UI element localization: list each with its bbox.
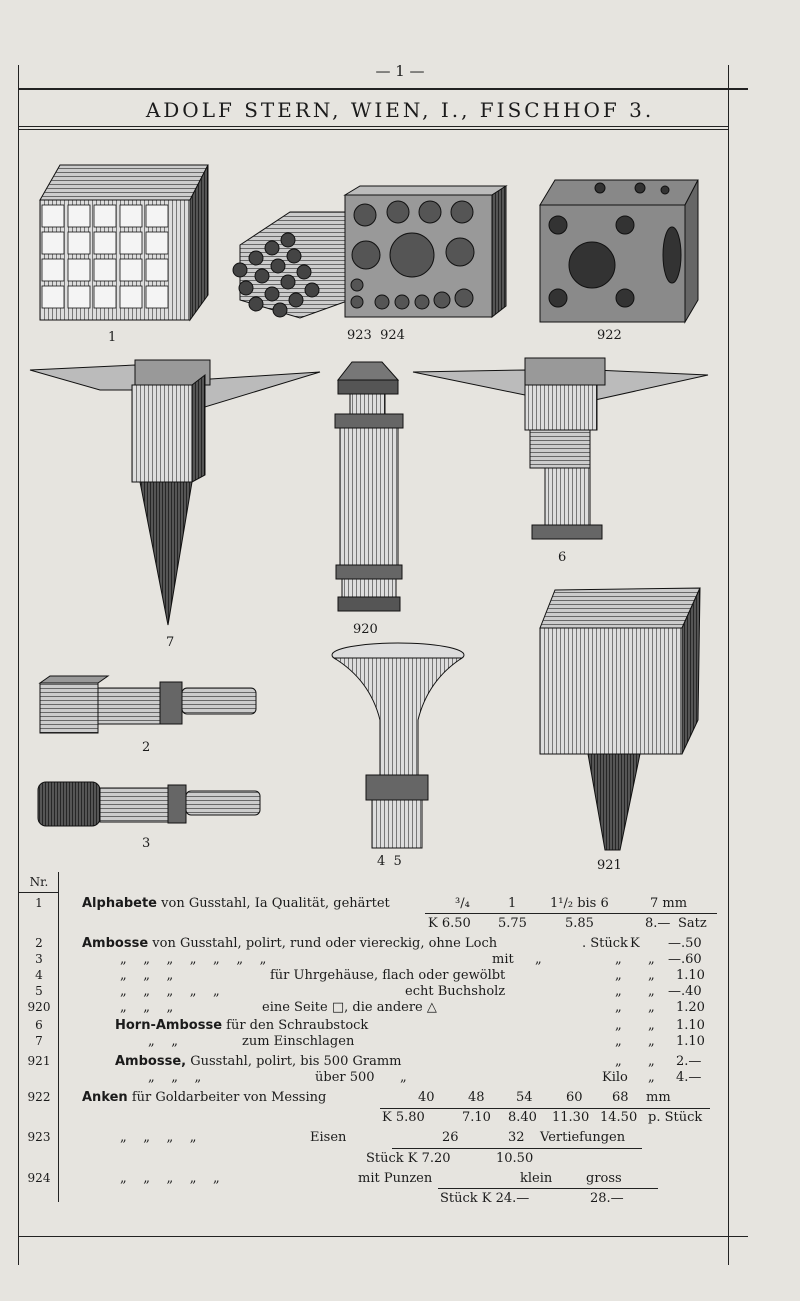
price-table	[20, 868, 720, 1208]
currency: „	[648, 1018, 655, 1033]
price-value: 4.—	[676, 1070, 702, 1085]
currency: „	[648, 984, 655, 999]
item-number: 923	[27, 1130, 51, 1144]
size-value: 60	[566, 1090, 583, 1105]
alphabet-punches-drawing	[40, 165, 208, 320]
table-row	[20, 1070, 720, 1088]
price-value: 1.10	[676, 1034, 705, 1049]
item-description	[82, 896, 390, 911]
price-value: 1.10	[676, 1018, 705, 1033]
item-description	[115, 1018, 368, 1033]
price-value: Stück K 24.—	[440, 1191, 530, 1206]
item-text: von Gusstahl, Ia Qualität, gehärtet	[157, 896, 390, 911]
item-number: 2	[35, 936, 43, 950]
currency: „	[648, 1034, 655, 1049]
item-text: für Uhrgehäuse, flach oder gewölbt	[270, 968, 506, 983]
size-value: 7 mm	[650, 896, 688, 911]
table-row	[20, 916, 720, 934]
item-number: 5	[35, 984, 43, 998]
size-value: gross	[586, 1171, 622, 1186]
item-text: für den Schraubstock	[222, 1018, 369, 1033]
price-value: K 6.50	[428, 916, 471, 931]
table-row	[20, 1171, 720, 1189]
size-value: 32	[508, 1130, 525, 1145]
size-value: 48	[468, 1090, 485, 1105]
figure-caption-6: 6	[558, 550, 567, 565]
item-name: Anken	[82, 1090, 128, 1105]
ditto-marks: „	[535, 952, 542, 967]
size-value: 26	[442, 1130, 459, 1145]
size-value: 1	[508, 896, 517, 911]
table-row	[20, 1191, 720, 1209]
dapping-block-drawing	[345, 186, 506, 317]
item-description	[115, 1054, 401, 1069]
figure-caption-2: 2	[142, 740, 151, 755]
item-name: Alphabete	[82, 896, 158, 911]
size-value: 1¹/₂ bis 6	[550, 896, 609, 911]
item-name: Horn-Ambosse	[115, 1018, 223, 1033]
price-value: 8.40	[508, 1110, 537, 1125]
ditto-marks: „ „ „ „ „	[120, 984, 220, 999]
item-name: Ambosse,	[115, 1054, 187, 1069]
unit: „	[615, 968, 622, 983]
item-number: 4	[35, 968, 43, 982]
ditto-marks: „ „ „	[120, 1000, 174, 1015]
size-value: klein	[520, 1171, 553, 1186]
item-text: mit	[492, 952, 514, 967]
item-description	[82, 936, 497, 951]
stake-2-drawing	[40, 676, 256, 733]
table-row	[20, 1034, 720, 1052]
price-value: 11.30	[552, 1110, 590, 1125]
cube-block-drawing	[540, 180, 698, 322]
ditto-marks: „ „ „ „ „ „ „	[120, 952, 267, 967]
unit: . Stück	[582, 936, 628, 951]
item-text: über 500	[315, 1070, 375, 1085]
unit: „	[615, 1018, 622, 1033]
item-number: 921	[27, 1054, 51, 1068]
item-text: echt Buchsholz	[405, 984, 506, 999]
punch-bundle-drawing	[233, 212, 350, 318]
item-name: Ambosse	[82, 936, 149, 951]
ditto-marks: „ „ „ „	[120, 1130, 197, 1145]
item-text: mit Punzen	[358, 1171, 433, 1186]
price-value: —.60	[668, 952, 702, 967]
price-value: 1.10	[676, 968, 705, 983]
figure-caption-1: 1	[108, 330, 117, 345]
currency: „	[648, 968, 655, 983]
price-value: —.40	[668, 984, 702, 999]
price-value: 8.—	[645, 916, 671, 931]
size-unit: mm	[646, 1090, 671, 1105]
item-text: zum Einschlagen	[242, 1034, 355, 1049]
price-value: 5.75	[498, 916, 527, 931]
price-value: 2.—	[676, 1054, 702, 1069]
item-number: 7	[35, 1034, 43, 1048]
table-row	[20, 1000, 720, 1018]
figure-caption-921: 921	[597, 858, 622, 873]
item-number: 924	[27, 1171, 51, 1185]
size-unit: Vertiefungen	[540, 1130, 626, 1145]
figure-caption-7: 7	[166, 635, 175, 650]
horn-anvil-spike-drawing	[30, 360, 320, 625]
item-description	[82, 1090, 326, 1105]
size-value: 40	[418, 1090, 435, 1105]
item-text: Gusstahl, polirt, bis 500 Gramm	[186, 1054, 402, 1069]
table-row	[20, 1090, 720, 1108]
price-unit: Satz	[678, 916, 707, 931]
price-value: K 5.80	[382, 1110, 425, 1125]
ditto-marks: „ „	[148, 1034, 178, 1049]
figure-caption-4-5: 4 5	[377, 854, 402, 869]
item-text: eine Seite □, die andere △	[262, 1000, 437, 1015]
unit: „	[615, 952, 622, 967]
column-header-nr: Nr.	[29, 875, 49, 889]
price-value: 10.50	[496, 1151, 534, 1166]
item-text: für Goldarbeiter von Messing	[127, 1090, 327, 1105]
currency: „	[648, 952, 655, 967]
page-number: — 1 —	[375, 62, 425, 80]
table-header	[20, 875, 720, 893]
size-value: 68	[612, 1090, 629, 1105]
mushroom-stake-drawing	[332, 643, 464, 848]
price-value: Stück K 7.20	[366, 1151, 451, 1166]
price-unit: p. Stück	[648, 1110, 703, 1125]
unit: „	[615, 1000, 622, 1015]
item-text: Eisen	[310, 1130, 347, 1145]
table-row	[20, 1110, 720, 1128]
currency: K	[630, 936, 640, 951]
table-row	[20, 1151, 720, 1169]
currency: „	[648, 1070, 655, 1085]
size-value: 54	[516, 1090, 533, 1105]
price-value: 7.10	[462, 1110, 491, 1125]
figure-caption-922: 922	[597, 328, 622, 343]
stake-920-drawing	[335, 362, 403, 611]
figure-caption-923-924: 923 924	[347, 328, 405, 343]
price-value: 5.85	[565, 916, 594, 931]
item-number: 1	[35, 896, 43, 910]
price-value: —.50	[668, 936, 702, 951]
ditto-marks: „	[400, 1070, 407, 1085]
unit: „	[615, 984, 622, 999]
ditto-marks: „ „ „	[120, 968, 174, 983]
price-value: 1.20	[676, 1000, 705, 1015]
item-number: 920	[27, 1000, 51, 1014]
unit: „	[615, 1054, 622, 1069]
stake-3-drawing	[38, 782, 260, 826]
page-title: ADOLF STERN, WIEN, I., FISCHHOF 3.	[145, 98, 655, 122]
currency: „	[648, 1000, 655, 1015]
unit: Kilo	[602, 1070, 628, 1085]
item-number: 3	[35, 952, 43, 966]
item-number: 922	[27, 1090, 51, 1104]
price-value: 14.50	[600, 1110, 638, 1125]
currency: „	[648, 1054, 655, 1069]
ditto-marks: „ „ „ „ „	[120, 1171, 220, 1186]
size-value: ³/₄	[455, 896, 470, 911]
ditto-marks: „ „ „	[148, 1070, 202, 1085]
figure-caption-920: 920	[353, 622, 378, 637]
horn-anvil-vise-drawing	[413, 358, 708, 539]
item-number: 6	[35, 1018, 43, 1032]
table-row	[20, 896, 720, 914]
item-text: von Gusstahl, polirt, rund oder viereckig, ohne Loch	[148, 936, 498, 951]
unit: „	[615, 1034, 622, 1049]
figure-caption-3: 3	[142, 836, 151, 851]
block-anvil-drawing	[540, 588, 700, 850]
table-row	[20, 1130, 720, 1148]
price-value: 28.—	[590, 1191, 624, 1206]
